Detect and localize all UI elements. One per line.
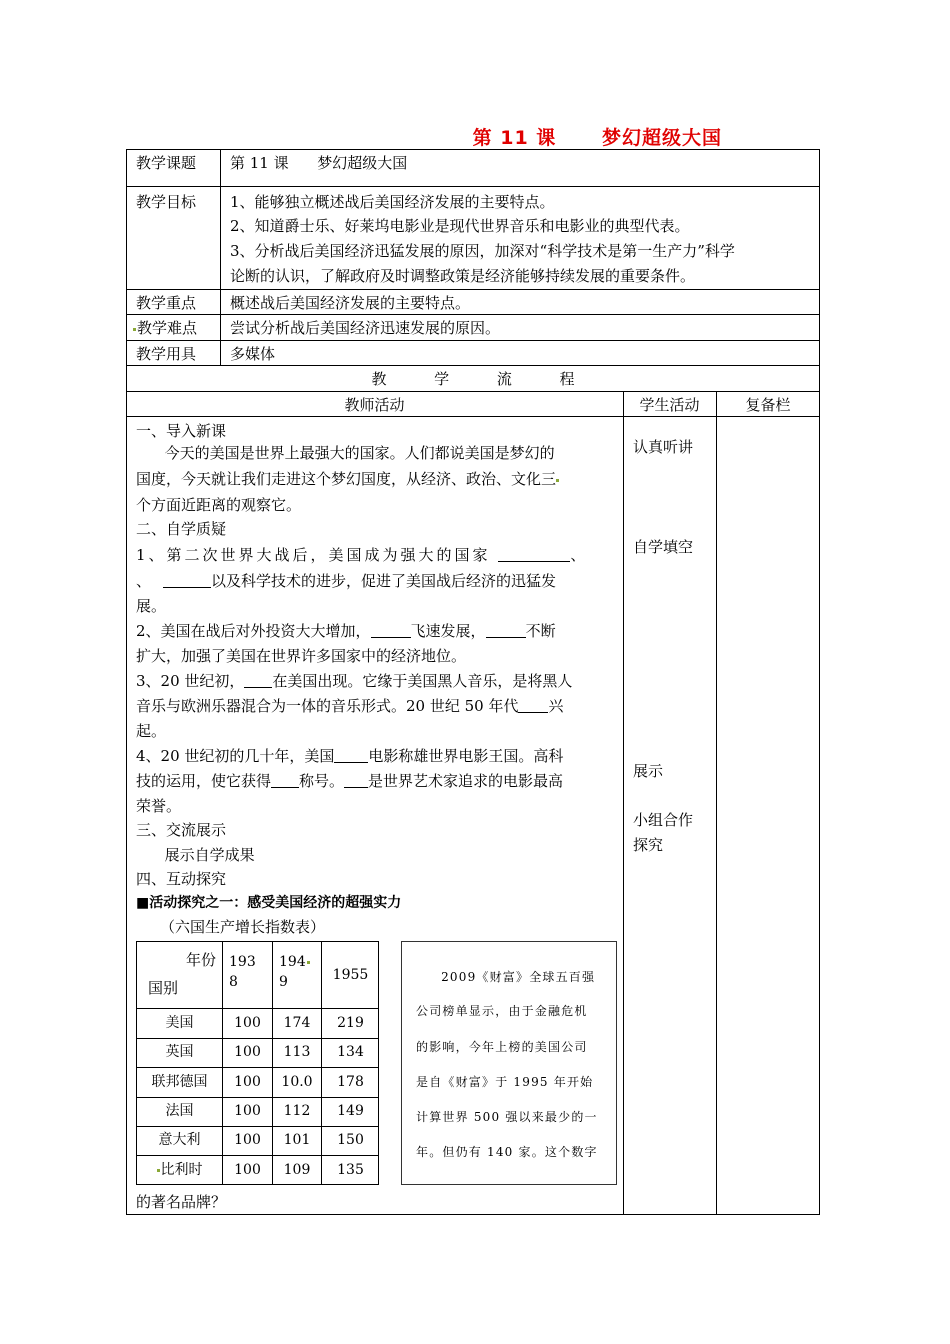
flow-title: 教 学 流 程 [371,370,575,388]
question-1-line2: 、 以及科学技术的进步，促进了美国战后经济的迅猛发 [136,572,557,590]
note-line: 的影响，今年上榜的美国公司 [416,1040,588,1054]
value: 100 [234,1074,261,1090]
blank[interactable] [498,547,570,562]
year-1955: 1955 [332,967,369,983]
student-column-header: 学生活动 [639,396,700,414]
blank[interactable] [244,673,272,688]
note-line: 公司榜单显示，由于金融危机 [416,1004,588,1018]
value: 100 [234,1044,261,1060]
question-4-line1: 4、20 世纪初的几十年，美国 电影称雄世界电影王国。高科 [136,747,564,765]
note-line: 2009《财富》全球五百强 [416,970,596,984]
tools-value: 多媒体 [230,345,276,363]
blank[interactable] [518,698,548,713]
country: 法国 [165,1103,194,1119]
value: 100 [234,1132,261,1148]
section-explore-heading: 四、互动探究 [136,870,227,888]
country: 美国 [165,1015,194,1031]
note-line: 计算世界 500 强以来最少的一 [416,1110,598,1124]
section-exchange-heading: 三、交流展示 [136,821,227,839]
note-line: 年。但仍有 140 家。这个数字 [416,1145,598,1159]
goal-line: 2、知道爵士乐、好莱坞电影业是现代世界音乐和电影业的典型代表。 [230,217,690,235]
year-1949: 194 9 [273,952,313,992]
question-4-line2: 技的运用，使它获得 称号。 是世界艺术家追求的电影最高 [136,772,564,790]
blank[interactable] [334,748,368,763]
student-column-divider [716,391,717,1215]
country-wrap [137,1160,222,1180]
header-year: 年份 [185,951,216,969]
student-activity-listen: 认真听讲 [633,438,694,456]
goals-label: 教学目标 [136,193,197,211]
value: 150 [337,1132,364,1148]
student-activity-show: 展示 [633,762,664,780]
value: 113 [283,1044,311,1060]
question-2-line2: 扩大，加强了美国在世界许多国家中的经济地位。 [136,647,467,665]
blank[interactable] [271,773,299,788]
key-value: 概述战后美国经济发展的主要特点。 [230,294,471,312]
intro-line: 个方面近距离的观察它。 [136,496,302,514]
value: 100 [234,1015,261,1031]
difficult-label: 教学难点 [137,319,198,337]
value: 101 [283,1132,311,1148]
student-activity-explore: 探究 [633,836,664,854]
country: 比利时 [160,1162,203,1178]
note-line: 是自《财富》于 1995 年开始 [416,1075,594,1089]
country: 意大利 [158,1132,201,1148]
goal-line: 3、分析战后美国经济迅猛发展的原因，加深对“科学技术是第一生产力”科学 [230,242,735,260]
section-intro-heading: 一、导入新课 [136,422,227,440]
value: 10.0 [281,1074,313,1090]
intro-line: 今天的美国是世界上最强大的国家。人们都说美国是梦幻的 [136,444,555,462]
value: 178 [337,1074,364,1090]
value: 134 [337,1044,364,1060]
value: 100 [234,1103,261,1119]
topic-value: 第 11 课 梦幻超级大国 [230,154,408,172]
intro-line-wrap [136,467,560,493]
value: 100 [234,1162,261,1178]
year-1938: 193 8 [229,954,256,990]
country: 英国 [165,1044,194,1060]
difficult-value: 尝试分析战后美国经济迅速发展的原因。 [230,319,501,337]
notes-column-header: 复备栏 [745,396,791,414]
student-activity-group: 小组合作 [633,811,694,829]
tools-label: 教学用具 [136,345,197,363]
question-3-line2: 音乐与欧洲乐器混合为一体的音乐形式。20 世纪 50 年代 兴 [136,697,564,715]
question-3-line1: 3、20 世纪初， 在美国出现。它缘于美国黑人音乐，是将黑人 [136,672,573,690]
header-country: 国别 [147,979,178,997]
page-title: 第 11 课 梦幻超级大国 [472,127,722,149]
exchange-body: 展示自学成果 [136,846,255,864]
blank[interactable] [344,773,368,788]
section-self-study-heading: 二、自学质疑 [136,520,227,538]
blank[interactable] [486,623,526,638]
teacher-column-divider [623,391,624,1215]
goal-line: 论断的认识，了解政府及时调整政策是经济能够持续发展的重要条件。 [230,267,696,285]
table-caption: （六国生产增长指数表） [160,918,326,936]
label-column-divider [220,149,221,365]
question-3-line3: 起。 [136,722,167,740]
goal-line: 1、能够独立概述战后美国经济发展的主要特点。 [230,193,555,211]
teacher-column-header: 教师活动 [344,396,405,414]
activity-heading: ■活动探究之一：感受美国经济的超强实力 [136,895,402,911]
row-divider [126,186,820,187]
value: 112 [283,1103,311,1119]
fortune-500-note [401,941,617,1185]
key-label: 教学重点 [136,294,197,312]
value: 149 [337,1103,364,1119]
value: 109 [283,1162,311,1178]
student-activity-fill: 自学填空 [633,538,694,556]
blank[interactable] [163,573,211,588]
question-1-line3: 展。 [136,597,167,615]
growth-index-table [136,941,379,1185]
blank[interactable] [371,623,411,638]
value: 219 [337,1015,364,1031]
question-1-line1: 1、第二次世界大战后，美国成为强大的国家 、 [136,546,589,564]
tail-text: 的著名品牌？ [136,1193,227,1211]
country: 联邦德国 [151,1074,208,1090]
value: 174 [283,1015,311,1031]
value: 135 [337,1162,364,1178]
intro-line: 国度，今天就让我们走进这个梦幻国度，从经济、政治、文化三 [136,470,557,488]
row-divider [126,289,820,290]
question-4-line3: 荣誉。 [136,797,182,815]
difficult-label-wrap [133,316,197,340]
topic-label: 教学课题 [136,154,197,172]
question-2-line1: 2、美国在战后对外投资大大增加， 飞速发展， 不断 [136,622,556,640]
row-divider [126,340,820,341]
